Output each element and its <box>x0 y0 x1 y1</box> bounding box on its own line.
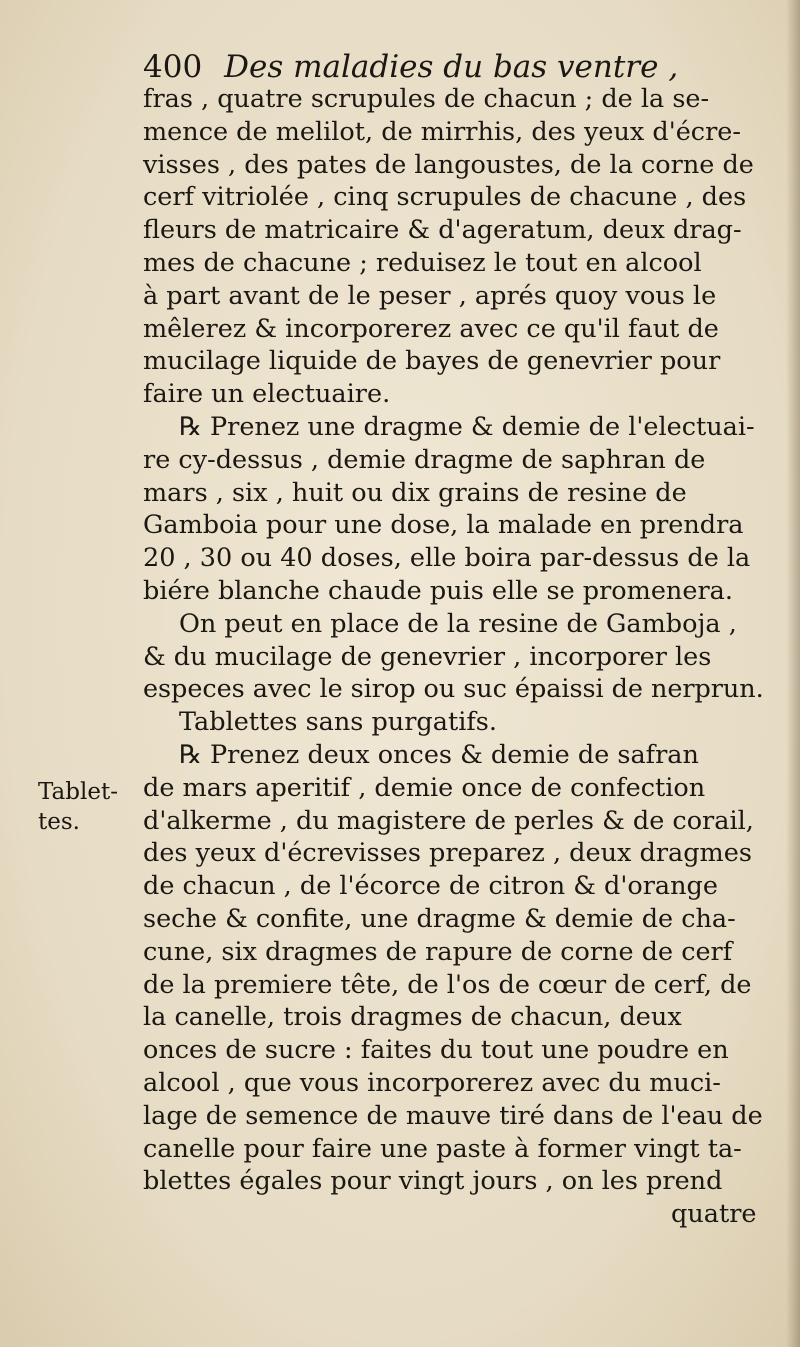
body-text <box>143 83 763 1231</box>
text-line: à part avant de le peser , aprés quoy vous le <box>143 280 717 311</box>
text-line: de mars aperitif , demie once de confection <box>143 772 706 803</box>
text-line: ℞ Prenez deux onces & demie de safran <box>179 739 699 770</box>
text-line: mucilage liquide de bayes de genevrier pour <box>143 346 721 377</box>
text-line: alcool , que vous incorporerez avec du muci- <box>143 1067 721 1098</box>
text-line: de la premiere tête, de l'os de cœur de cerf, de <box>143 969 752 1000</box>
section-heading: Tablettes sans purgatifs. <box>179 707 497 738</box>
text-line: faire un electuaire. <box>143 379 391 410</box>
page-number: 400 <box>143 49 203 85</box>
text-line: cune, six dragmes de rapure de corne de cerf <box>143 936 733 967</box>
text-line: lage de semence de mauve tiré dans de l'eau de <box>143 1100 763 1131</box>
text-line: la canelle, trois dragmes de chacun, deux <box>143 1002 682 1033</box>
text-line: mes de chacune ; reduisez le tout en alcool <box>143 247 702 278</box>
text-line: mêlerez & incorporerez avec ce qu'il faut de <box>143 313 719 344</box>
catchword: quatre <box>671 1199 757 1230</box>
text-line: re cy-dessus , demie dragme de saphran de <box>143 444 706 475</box>
text-line: On peut en place de la resine de Gamboja , <box>179 608 737 639</box>
text-line: & du mucilage de genevrier , incorporer les <box>143 641 712 672</box>
text-line: canelle pour faire une paste à former vingt ta- <box>143 1133 742 1164</box>
text-line: mence de melilot, de mirrhis, des yeux d'écre- <box>143 116 741 147</box>
text-line: d'alkerme , du magistere de perles & de corail, <box>143 805 754 836</box>
text-line: blettes égales pour vingt jours , on les prend <box>143 1166 723 1197</box>
text-line: biére blanche chaude puis elle se promenera. <box>143 575 733 606</box>
text-line: 20 , 30 ou 40 doses, elle boira par-dessus de la <box>143 543 751 574</box>
text-line: fleurs de matricaire & d'ageratum, deux drag- <box>143 215 742 246</box>
running-title: Des maladies du bas ventre , <box>224 49 679 85</box>
text-line: especes avec le sirop ou suc épaissi de nerprun. <box>143 674 764 705</box>
text-line: seche & confite, une dragme & demie de cha- <box>143 903 736 934</box>
text-line: mars , six , huit ou dix grains de resine de <box>143 477 687 508</box>
text-line: onces de sucre : faites du tout une poudre en <box>143 1035 729 1066</box>
margin-note-line: Tablet- <box>38 779 118 805</box>
margin-note-line: tes. <box>38 809 80 835</box>
page-edge-shadow <box>786 0 800 1347</box>
text-line: visses , des pates de langoustes, de la corne de <box>143 149 754 180</box>
text-line: cerf vitriolée , cinq scrupules de chacune , des <box>143 182 747 213</box>
text-line: des yeux d'écrevisses preparez , deux dragmes <box>143 838 752 869</box>
margin-note <box>38 777 118 837</box>
text-line: fras , quatre scrupules de chacun ; de la se- <box>143 84 710 114</box>
text-line: ℞ Prenez une dragme & demie de l'electuai- <box>179 411 755 442</box>
text-line: Gamboia pour une dose, la malade en prendra <box>143 510 744 541</box>
text-line: de chacun , de l'écorce de citron & d'orange <box>143 871 718 902</box>
